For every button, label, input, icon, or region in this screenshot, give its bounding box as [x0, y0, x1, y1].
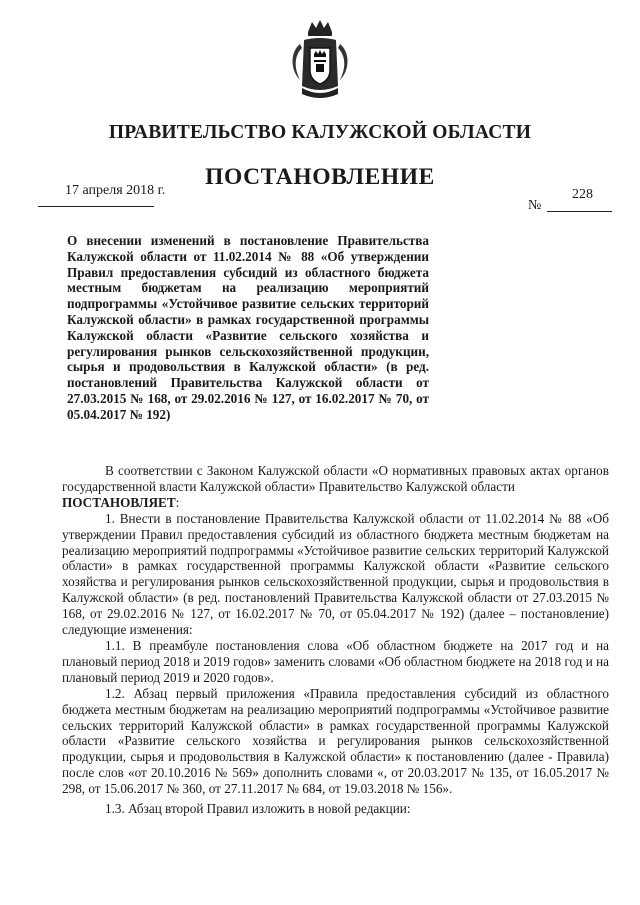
resolve-word: ПОСТАНОВЛЯЕТ: [62, 494, 176, 510]
preamble-paragraph: [62, 463, 609, 511]
document-date: 17 апреля 2018 г.: [65, 183, 166, 198]
paragraph-1: 1. Внести в постановление Правительства Калужской области от 11.02.2014 № 88 «Об утверждении Правил предоставления субсидий из областного бюджета местным бюджетам на реализацию мероприятий подпрограммы «Устойчивое развитие сельских территорий Калужской области» в рамках государственной программы Калужской области «Развитие сельского хозяйства и регулирования рынков сельскохозяйственной продукции, сырья и продовольствия в Калужской области» (в ред. постановлений Правительства Калужской области от 27.03.2015 № 168, от 29.02.2016 № 127, от 16.02.2017 № 70, от 05.04.2017 № 192) (далее – постановление) следующие изменения:: [62, 510, 609, 638]
date-underline: [38, 206, 154, 207]
resolve-suffix: :: [175, 494, 180, 510]
document-number: 228: [572, 187, 593, 202]
paragraph-1-2: 1.2. Абзац первый приложения «Правила предоставления субсидий из областного бюджета местным бюджетам на реализацию мероприятий подпрограммы «Устойчивое развитие сельских территорий Калужской области» в рамках государственной программы Калужской области «Развитие сельского хозяйства и регулирования рынков сельскохозяйственной продукции, сырья и продовольствия в Калужской области» к постановлению (далее - Правила) после слов «от 20.10.2016 № 569» дополнить словами «, от 20.03.2017 № 135, от 16.05.2017 № 298, от 15.06.2017 № 360, от 27.11.2017 № 684, от 19.03.2018 № 156».: [62, 685, 609, 797]
number-underline: [547, 211, 612, 212]
document-type: ПОСТАНОВЛЕНИЕ: [205, 164, 435, 190]
document-body: [62, 463, 609, 817]
coat-of-arms-icon: [286, 18, 354, 102]
document-subject: О внесении изменений в постановление Правительства Калужской области от 11.02.2014 № 88 «Об утверждении Правил предоставления субсидий из областного бюджета местным бюджетам на реализацию мероприятий подпрограммы «Устойчивое развитие сельских территорий Калужской области» в рамках государственной программы Калужской области «Развитие сельского хозяйства и регулирования рынков сельскохозяйственной продукции, сырья и продовольствия в Калужской области» (в ред. постановлений Правительства Калужской области от 27.03.2015 № 168, от 29.02.2016 № 127, от 16.02.2017 № 70, от 05.04.2017 № 192): [67, 233, 429, 422]
preamble-text: В соответствии с Законом Калужской области «О нормативных правовых актах органов государственной власти Калужской области» Правительство Калужской области: [62, 463, 609, 494]
government-title: ПРАВИТЕЛЬСТВО КАЛУЖСКОЙ ОБЛАСТИ: [108, 122, 532, 143]
document-number-label: №: [528, 198, 542, 213]
paragraph-1-3: 1.3. Абзац второй Правил изложить в новой редакции:: [105, 801, 411, 817]
paragraph-1-1: 1.1. В преамбуле постановления слова «Об областном бюджете на 2017 год и на плановый период 2018 и 2019 годов» заменить словами «Об областном бюджете на 2018 год и на плановый период 2019 и 2020 годов».: [62, 637, 609, 685]
